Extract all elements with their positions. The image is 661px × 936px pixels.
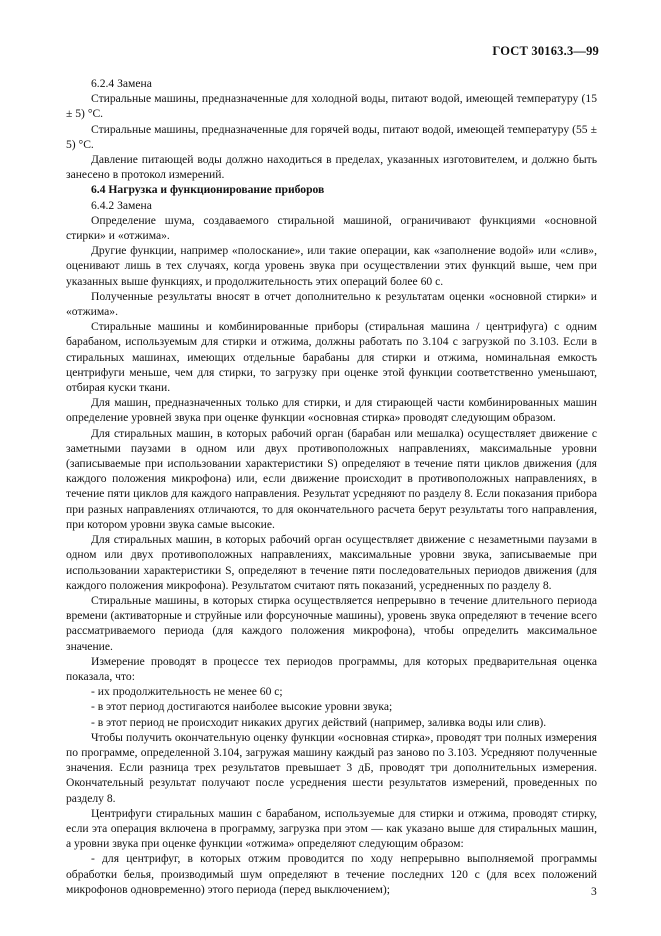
document-header: ГОСТ 30163.3—99: [492, 44, 599, 58]
document-body: [66, 76, 597, 897]
paragraph: Измерение проводят в процессе тех периодов программы, для которых предварительная оценка показала, что:: [66, 654, 597, 683]
list-item: - в этот период не происходит никаких других действий (например, заливка воды или слив).: [91, 715, 547, 729]
paragraph: 6.2.4 Замена: [91, 77, 152, 90]
paragraph: Центрифуги стиральных машин с барабаном, используемые для стирки и отжима, проводят стирку, если эта операция включена в программу, загрузка при этом — как указано выше для стиральных машин, а уровни звука при оценке функции «отжима» определяют следующим образом:: [66, 806, 597, 851]
paragraph: Стиральные машины, в которых стирка осуществляется непрерывно в течение длительного периода времени (активаторные и струйные или форсуночные машины), уровень звука определяют в течение всего рассматриваемого периода (для каждого положения микрофона), чтобы определить максимальное значение.: [66, 593, 597, 653]
list-item: - в этот период достигаются наиболее высокие уровни звука;: [91, 700, 393, 714]
paragraph: Для стиральных машин, в которых рабочий орган (барабан или мешалка) осуществляет движение с заметными паузами в одном или двух противоположных направлениях, максимальные уровни (записываемые при использовании характеристики S) определяют в течение пяти циклов движения (для каждого положения микрофона) или, если движение происходит в противоположных направлениях, в течение пяти циклов для каждого направления. Результат усредняют по разделу 8. Если показания прибора при разных направлениях отличаются, то для окончательного расчета берут результаты того направления, при котором уровни звука самые высокие.: [66, 426, 597, 531]
paragraph: 6.4.2 Замена: [91, 198, 152, 212]
paragraph: Чтобы получить окончательную оценку функции «основная стирка», проводят три полных измерения по программе, определенной 3.104, загружая машину каждый раз заново по 3.103. Усредняют полученные значения. Если разница трех результатов превышает 3 дБ, проводят три дополнительных измерения. Окончательный результат получают после усреднения шести результатов измерений, проведенных по разделу 8.: [66, 730, 597, 805]
paragraph: Стиральные машины и комбинированные приборы (стиральная машина / центрифуга) с одним барабаном, используемым для стирки и отжима, должны работать по 3.104 с загрузкой по 3.103. Если в стиральных машинах, имеющих отдельные барабаны для стирки и отжима, номинальная емкость центрифуги меньше, чем для стирки, то загрузку при оценке этой функции соответственно уменьшают, отбирая куски ткани.: [66, 320, 597, 395]
list-item: - для центрифуг, в которых отжим проводится по ходу непрерывно выполняемой программы обработки белья, производимый шум определяют в течение последних 120 с (для всех положений микрофонов одновременно) этого периода (перед выключением);: [66, 852, 597, 896]
paragraph: Полученные результаты вносят в отчет дополнительно к результатам оценки «основной стирки» и «отжима».: [66, 289, 597, 319]
paragraph: Другие функции, например «полоскание», или такие операции, как «заполнение водой» или «слив», оценивают лишь в тех случаях, когда уровень звука при осуществлении этих функций выше, чем при указанных выше функциях, и продолжительность этих операций более 60 с.: [66, 244, 597, 288]
list-item: - их продолжительность не менее 60 с;: [91, 685, 283, 699]
paragraph: Определение шума, создаваемого стиральной машиной, ограничивают функциями «основной стирки» и «отжима».: [66, 213, 597, 243]
paragraph: Стиральные машины, предназначенные для горячей воды, питают водой, имеющей температуру (55 ± 5) °С.: [66, 122, 597, 151]
paragraph: Для машин, предназначенных только для стирки, и для стирающей части комбинированных машин определение уровней звука при оценке функции «основная стирка» проводят следующим образом.: [66, 396, 597, 425]
section-heading: 6.4 Нагрузка и функционирование приборов: [91, 183, 325, 197]
page-number: 3: [591, 885, 597, 898]
paragraph: Давление питающей воды должно находиться в пределах, указанных изготовителем, и должно быть занесено в протокол измерений.: [66, 153, 597, 182]
paragraph: Для стиральных машин, в которых рабочий орган осуществляет движение с незаметными паузами в одном или двух противоположных направлениях, максимальные уровни звука, записываемые при использовании характеристики S, определяют в течение пяти последовательных периодов движения (для каждого положения микрофона). Результатом считают пять показаний, усредненных по разделу 8.: [66, 533, 597, 592]
paragraph: Стиральные машины, предназначенные для холодной воды, питают водой, имеющей температуру (15 ± 5) °С.: [66, 92, 597, 121]
